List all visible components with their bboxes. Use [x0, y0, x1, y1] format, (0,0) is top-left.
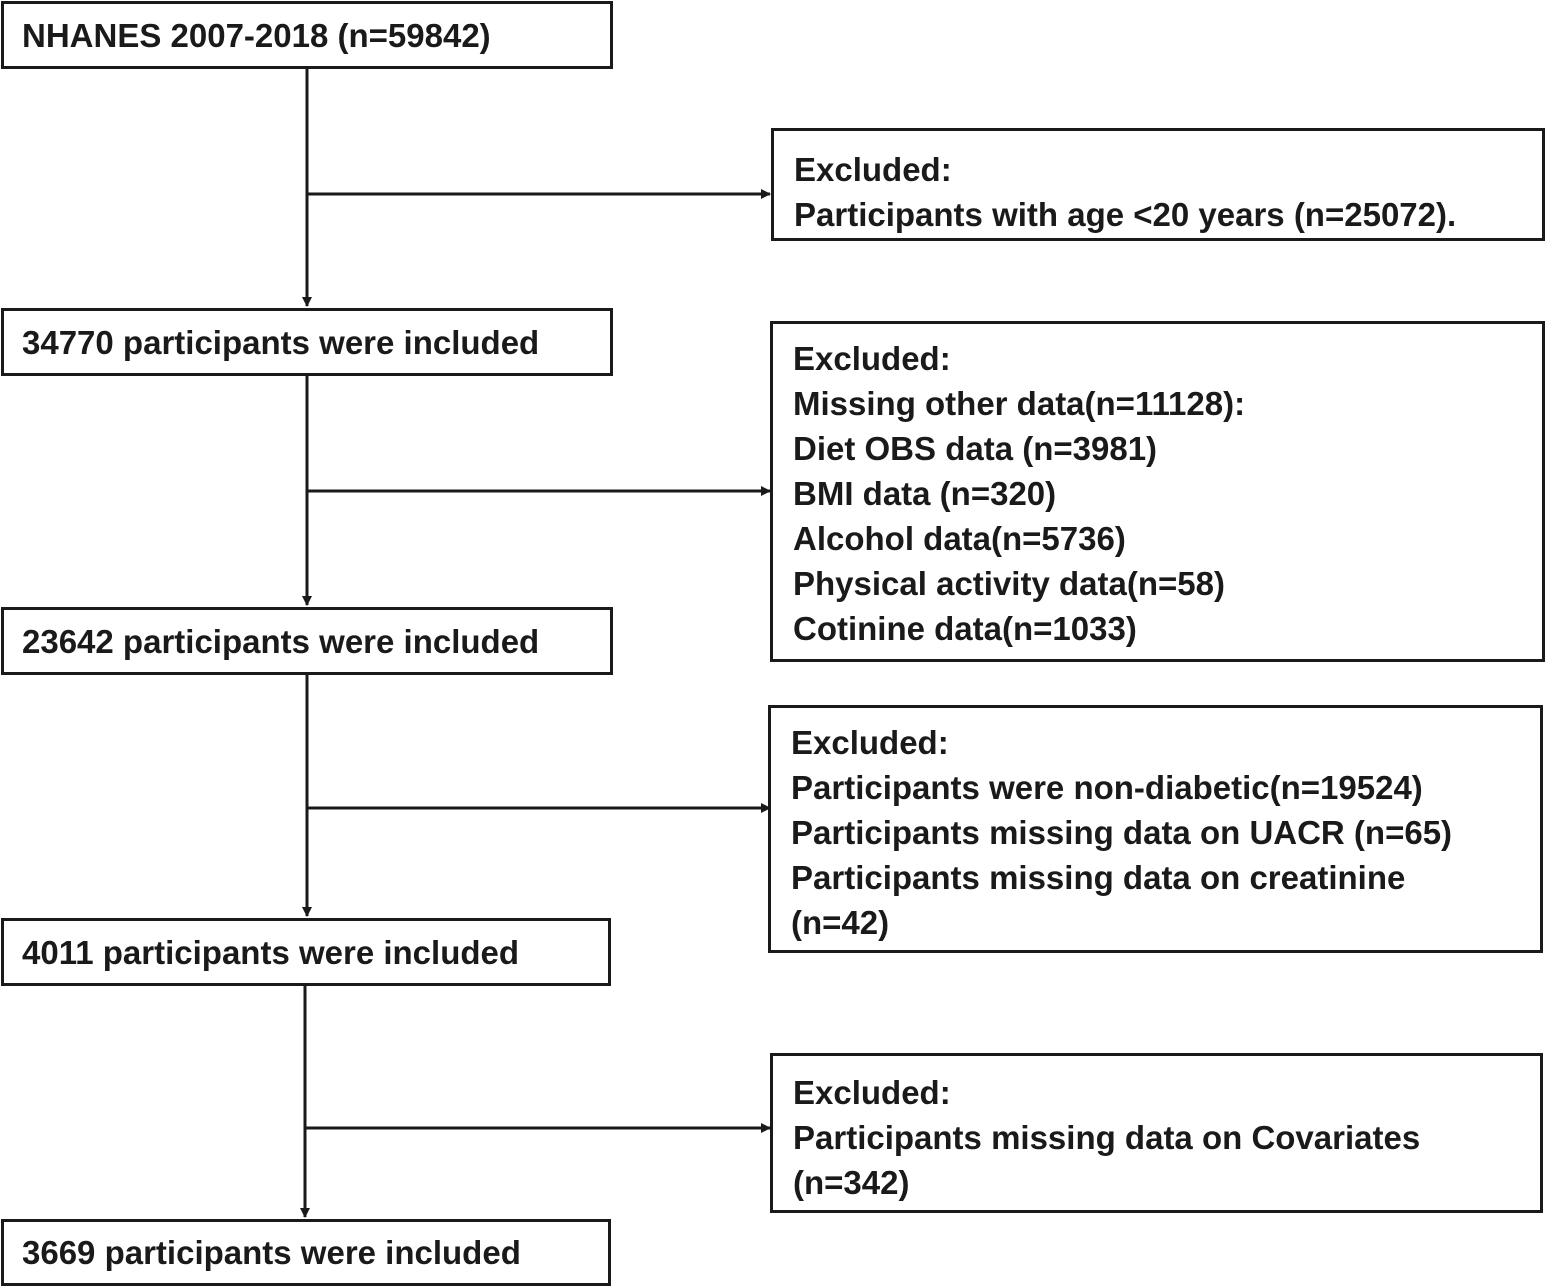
flow-step-1	[1, 1, 613, 69]
exclusion-line: BMI data (n=320)	[793, 475, 1057, 512]
exclusion-line: Cotinine data(n=1033)	[793, 610, 1137, 647]
exclusion-line: (n=342)	[793, 1164, 910, 1201]
flow-step-2-label: 34770 participants were included	[22, 323, 540, 361]
exclusion-line: Participants missing data on Covariates	[793, 1119, 1421, 1156]
exclusion-line: Diet OBS data (n=3981)	[793, 430, 1158, 467]
flow-step-4	[1, 918, 611, 986]
exclusion-line: Participants with age <20 years (n=25072).	[794, 196, 1457, 233]
exclusion-line: Participants missing data on creatinine	[791, 859, 1406, 896]
exclusion-line: Physical activity data(n=58)	[793, 565, 1225, 602]
exclusion-title: Excluded:	[793, 340, 951, 377]
flow-step-3	[1, 607, 613, 675]
exclusion-box-2	[770, 321, 1545, 662]
exclusion-line: Participants missing data on UACR (n=65)	[791, 814, 1453, 851]
flow-step-5	[1, 1219, 611, 1286]
flow-step-4-label: 4011 participants were included	[22, 933, 520, 971]
flow-step-5-label: 3669 participants were included	[22, 1234, 521, 1271]
flow-step-2	[1, 308, 613, 376]
exclusion-line: Participants were non-diabetic(n=19524)	[791, 769, 1423, 806]
exclusion-title: Excluded:	[791, 724, 949, 761]
exclusion-line: Missing other data(n=11128):	[793, 385, 1246, 422]
exclusion-box-1	[771, 128, 1545, 241]
exclusion-box-3	[768, 705, 1543, 953]
flow-step-1-label: NHANES 2007-2018 (n=59842)	[22, 16, 491, 54]
exclusion-line: Alcohol data(n=5736)	[793, 520, 1126, 557]
exclusion-title: Excluded:	[793, 1074, 951, 1111]
exclusion-title: Excluded:	[794, 151, 952, 188]
exclusion-box-4	[770, 1053, 1543, 1213]
exclusion-line: (n=42)	[791, 904, 890, 941]
flow-step-3-label: 23642 participants were included	[22, 622, 540, 660]
